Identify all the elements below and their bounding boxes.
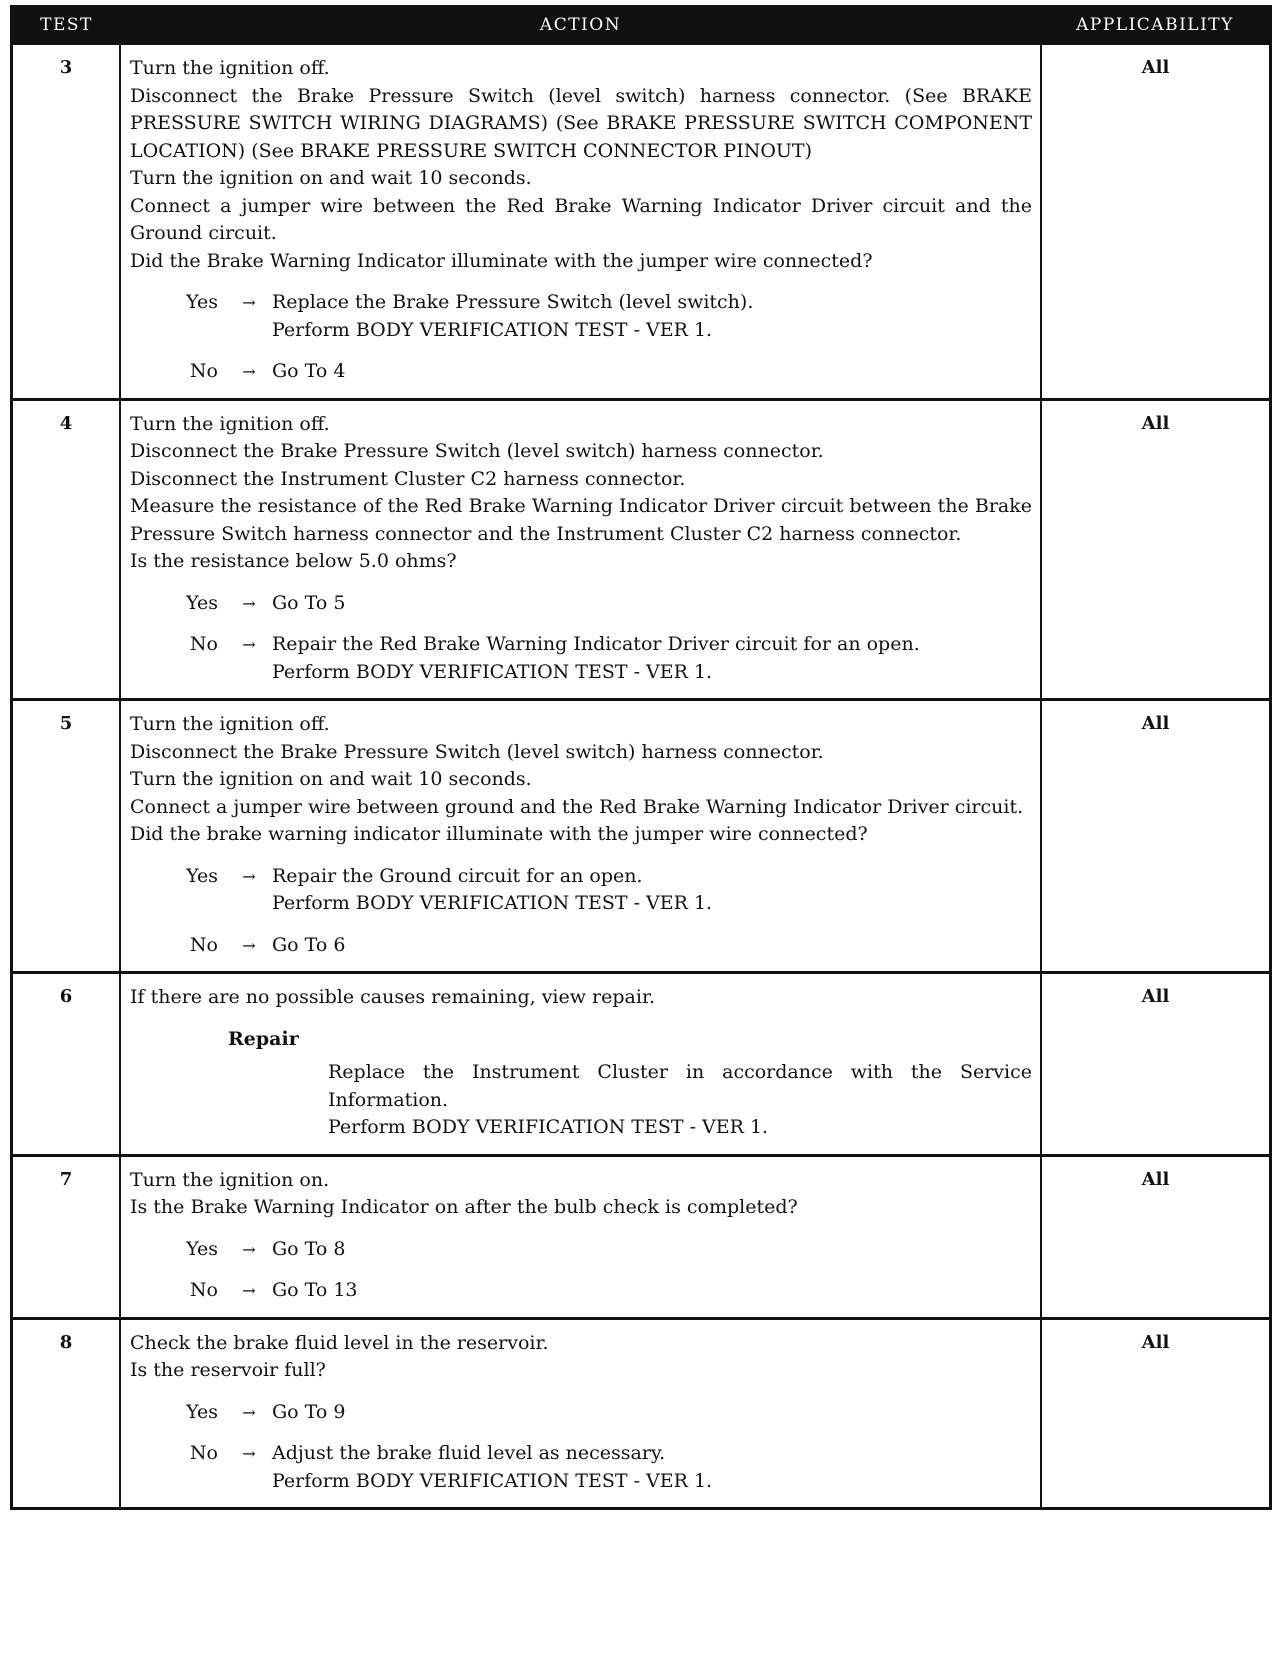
yes-label: Yes [186,864,218,887]
yes-outcome [272,289,1032,344]
test-number: 6 [13,973,120,1156]
action-cell [120,1318,1041,1507]
yes-outcome-line: Perform BODY VERIFICATION TEST - VER 1. [272,318,713,341]
repair-line: Perform BODY VERIFICATION TEST - VER 1. [328,1116,769,1138]
table-row [13,399,1269,700]
arrow-right-icon: → [242,635,256,654]
no-response [130,932,1032,960]
yes-response [130,863,1032,918]
no-response [130,358,1032,386]
no-outcome [272,358,1032,386]
no-outcome [272,932,1032,960]
arrow-right-icon: → [242,362,256,381]
instruction-line: Connect a jumper wire between the Red Brake Warning Indicator Driver circuit and the Ground circuit. [130,194,1032,244]
action-cell [120,700,1041,973]
yes-response [130,1399,1032,1427]
instruction-line: Is the resistance below 5.0 ohms? [130,550,457,572]
arrow-right-icon: → [242,1239,256,1259]
instruction-line: Turn the ignition on and wait 10 seconds. [130,768,532,790]
instruction-line: Is the reservoir full? [130,1359,326,1381]
instruction-line: Is the Brake Warning Indicator on after the bulb check is completed? [130,1196,798,1218]
table-row [13,1155,1269,1318]
table-row [13,973,1269,1156]
yes-outcome-line: Replace the Brake Pressure Switch (level switch). [272,291,754,313]
no-response [130,1277,1032,1305]
action-cell [120,973,1041,1156]
no-response [130,1440,1032,1495]
yes-label: Yes [186,591,218,614]
yes-label: Yes [186,291,218,313]
action-cell [120,1155,1041,1318]
table-body [13,44,1269,1508]
arrow-right-icon: → [242,1281,256,1300]
table-row [13,44,1269,400]
no-outcome-line: Go To 6 [272,933,346,956]
applicability: All [1041,1155,1269,1318]
diagnostic-table-sheet [10,5,1272,1510]
no-label: No [189,1442,218,1464]
yes-label: Yes [186,1400,218,1423]
yes-outcome-line: Perform BODY VERIFICATION TEST - VER 1. [272,892,713,914]
instruction-line: Turn the ignition on and wait 10 seconds. [130,167,532,189]
instruction-line: Did the Brake Warning Indicator illuminate with the jumper wire connected? [130,249,873,272]
yes-outcome [272,590,1032,618]
no-outcome-line: Repair the Red Brake Warning Indicator Driver circuit for an open. [272,633,920,655]
yes-outcome [272,1399,1032,1427]
no-outcome-line: Go To 13 [272,1279,358,1301]
header-row [13,8,1269,44]
yes-outcome-line: Go To 8 [272,1237,346,1260]
instruction-line: Check the brake fluid level in the reservoir. [130,1331,549,1354]
instruction-line: Turn the ignition off. [130,412,330,435]
no-outcome-line: Go To 4 [272,360,346,382]
test-number: 7 [13,1155,120,1318]
header-action: ACTION [120,8,1041,44]
no-label: No [189,1279,218,1301]
no-label: No [189,633,218,655]
no-outcome [272,631,1032,686]
no-outcome [272,1277,1032,1305]
repair-line: Replace the Instrument Cluster in accordance with the Service Information. [328,1061,1032,1111]
no-response [130,631,1032,686]
table-row [13,700,1269,973]
instruction-line: If there are no possible causes remaining, view repair. [130,986,655,1008]
instruction-line: Turn the ignition on. [130,1168,330,1191]
yes-outcome [272,863,1032,918]
applicability: All [1041,1318,1269,1507]
arrow-right-icon: → [242,1402,256,1422]
repair-text [328,1059,1032,1142]
header-test: TEST [13,8,120,44]
yes-outcome-line: Go To 5 [272,591,346,614]
diagnostic-table [13,8,1269,1507]
yes-response [130,1236,1032,1264]
applicability: All [1041,399,1269,700]
instruction-line: Did the brake warning indicator illuminate with the jumper wire connected? [130,823,868,845]
instruction-line: Measure the resistance of the Red Brake Warning Indicator Driver circuit between the Brake Pressure Switch harness connector and the Instrument Cluster C2 harness connector. [130,495,1032,545]
action-cell [120,44,1041,400]
yes-outcome-line: Repair the Ground circuit for an open. [272,864,643,887]
table-row [13,1318,1269,1507]
action-cell [120,399,1041,700]
yes-response [130,289,1032,344]
applicability: All [1041,700,1269,973]
applicability: All [1041,973,1269,1156]
yes-outcome-line: Go To 9 [272,1400,346,1423]
instruction-line: Turn the ignition off. [130,57,330,79]
no-outcome-line: Perform BODY VERIFICATION TEST - VER 1. [272,1469,713,1492]
yes-response [130,590,1032,618]
header-applicability: APPLICABILITY [1041,8,1269,44]
no-label: No [189,933,218,956]
no-outcome [272,1440,1032,1495]
test-number: 4 [13,399,120,700]
arrow-right-icon: → [242,935,256,955]
instruction-line: Disconnect the Brake Pressure Switch (level switch) harness connector. [130,440,824,462]
yes-outcome [272,1236,1032,1264]
no-outcome-line: Adjust the brake fluid level as necessary. [272,1442,666,1464]
applicability: All [1041,44,1269,400]
no-label: No [189,360,218,382]
arrow-right-icon: → [242,593,256,613]
instruction-line: Disconnect the Instrument Cluster C2 harness connector. [130,467,686,490]
test-number: 8 [13,1318,120,1507]
instruction-line: Connect a jumper wire between ground and the Red Brake Warning Indicator Driver circuit. [130,795,1024,818]
test-number: 5 [13,700,120,973]
instruction-line: Disconnect the Brake Pressure Switch (level switch) harness connector. [130,740,824,763]
repair-label: Repair [228,1027,299,1050]
yes-label: Yes [186,1237,218,1260]
arrow-right-icon: → [242,866,256,886]
arrow-right-icon: → [242,1444,256,1463]
instruction-line: Turn the ignition off. [130,713,330,735]
no-outcome-line: Perform BODY VERIFICATION TEST - VER 1. [272,660,713,683]
arrow-right-icon: → [242,293,256,312]
instruction-line: Disconnect the Brake Pressure Switch (level switch) harness connector. (See BRAKE PRESSURE SWITCH WIRING DIAGRAMS) (See BRAKE PRESSURE SWITCH COMPONENT LOCATION) (See BRAKE PRESSURE SWITCH CONNECTOR PINOUT) [130,84,1032,162]
test-number: 3 [13,44,120,400]
